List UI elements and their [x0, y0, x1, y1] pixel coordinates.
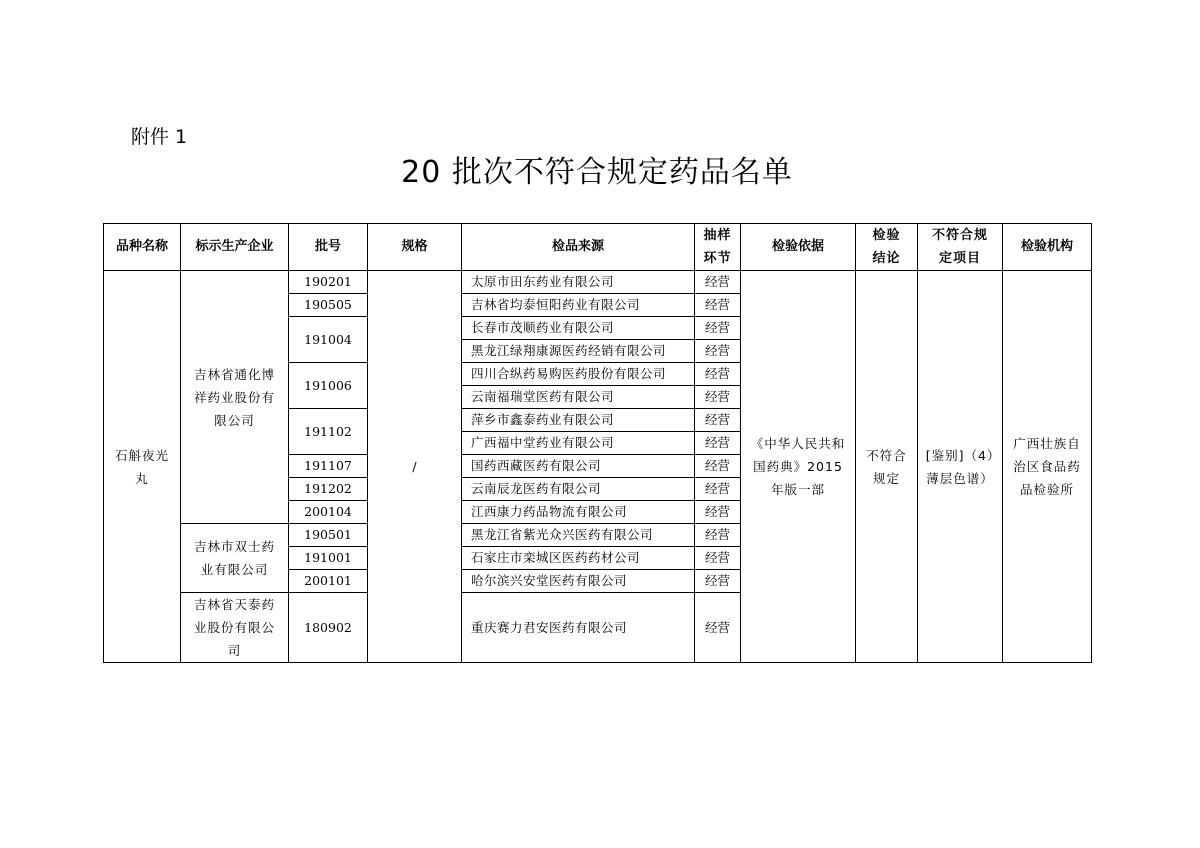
- batch-cell: 191102: [289, 409, 368, 455]
- source-cell: 长春市茂顺药业有限公司: [462, 317, 695, 340]
- sampling-cell: 经营: [695, 455, 741, 478]
- source-cell: 哈尔滨兴安堂医药有限公司: [462, 570, 695, 593]
- sampling-cell: 经营: [695, 501, 741, 524]
- batch-cell: 191004: [289, 317, 368, 363]
- manufacturer-cell-2: 吉林市双士药业有限公司: [181, 524, 289, 593]
- sampling-cell: 经营: [695, 363, 741, 386]
- spec-cell: /: [368, 271, 462, 663]
- batch-cell: 190201: [289, 271, 368, 294]
- source-cell: 江西康力药品物流有限公司: [462, 501, 695, 524]
- sampling-cell: 经营: [695, 593, 741, 663]
- batch-cell: 190505: [289, 294, 368, 317]
- header-conclusion: 检验结论: [856, 224, 918, 271]
- source-cell: 重庆赛力君安医药有限公司: [462, 593, 695, 663]
- sampling-cell: 经营: [695, 409, 741, 432]
- document-title: 20 批次不符合规定药品名单: [401, 155, 793, 190]
- attachment-label: 附件 1: [131, 126, 188, 148]
- source-cell: 广西福中堂药业有限公司: [462, 432, 695, 455]
- conclusion-cell: 不符合规定: [856, 271, 918, 663]
- sampling-cell: 经营: [695, 570, 741, 593]
- header-basis: 检验依据: [741, 224, 856, 271]
- batch-cell: 190501: [289, 524, 368, 547]
- manufacturer-cell-1: 吉林省通化博祥药业股份有限公司: [181, 271, 289, 524]
- header-item: 不符合规定项目: [918, 224, 1003, 271]
- batch-cell: 200101: [289, 570, 368, 593]
- sampling-cell: 经营: [695, 547, 741, 570]
- sampling-cell: 经营: [695, 340, 741, 363]
- institution-cell: 广西壮族自治区食品药品检验所: [1003, 271, 1092, 663]
- batch-cell: 200104: [289, 501, 368, 524]
- source-cell: 云南辰龙医药有限公司: [462, 478, 695, 501]
- header-row: [104, 224, 1092, 271]
- nonconforming-item-cell: [鉴别]（4）薄层色谱）: [918, 271, 1003, 663]
- source-cell: 太原市田东药业有限公司: [462, 271, 695, 294]
- source-cell: 国药西藏医药有限公司: [462, 455, 695, 478]
- sampling-cell: 经营: [695, 271, 741, 294]
- sampling-cell: 经营: [695, 524, 741, 547]
- source-cell: 云南福瑞堂医药有限公司: [462, 386, 695, 409]
- source-cell: 黑龙江省紫光众兴医药有限公司: [462, 524, 695, 547]
- sampling-cell: 经营: [695, 478, 741, 501]
- sampling-cell: 经营: [695, 432, 741, 455]
- header-sampling: 抽样环节: [695, 224, 741, 271]
- header-product-name: 品种名称: [104, 224, 181, 271]
- batch-cell: 191107: [289, 455, 368, 478]
- source-cell: 四川合纵药易购医药股份有限公司: [462, 363, 695, 386]
- header-source: 检品来源: [462, 224, 695, 271]
- header-batch: 批号: [289, 224, 368, 271]
- table-row: [104, 271, 1092, 294]
- header-spec: 规格: [368, 224, 462, 271]
- source-cell: 石家庄市栾城区医药药材公司: [462, 547, 695, 570]
- batch-cell: 180902: [289, 593, 368, 663]
- nonconforming-drug-table: [103, 223, 1092, 663]
- header-manufacturer: 标示生产企业: [181, 224, 289, 271]
- source-cell: 萍乡市鑫泰药业有限公司: [462, 409, 695, 432]
- batch-cell: 191001: [289, 547, 368, 570]
- source-cell: 吉林省均泰恒阳药业有限公司: [462, 294, 695, 317]
- source-cell: 黑龙江绿翔康源医药经销有限公司: [462, 340, 695, 363]
- basis-cell: 《中华人民共和国药典》2015 年版一部: [741, 271, 856, 663]
- sampling-cell: 经营: [695, 386, 741, 409]
- sampling-cell: 经营: [695, 317, 741, 340]
- product-name-cell: 石斛夜光丸: [104, 271, 181, 663]
- batch-cell: 191006: [289, 363, 368, 409]
- sampling-cell: 经营: [695, 294, 741, 317]
- batch-cell: 191202: [289, 478, 368, 501]
- manufacturer-cell-3: 吉林省天泰药业股份有限公司: [181, 593, 289, 663]
- header-institution: 检验机构: [1003, 224, 1092, 271]
